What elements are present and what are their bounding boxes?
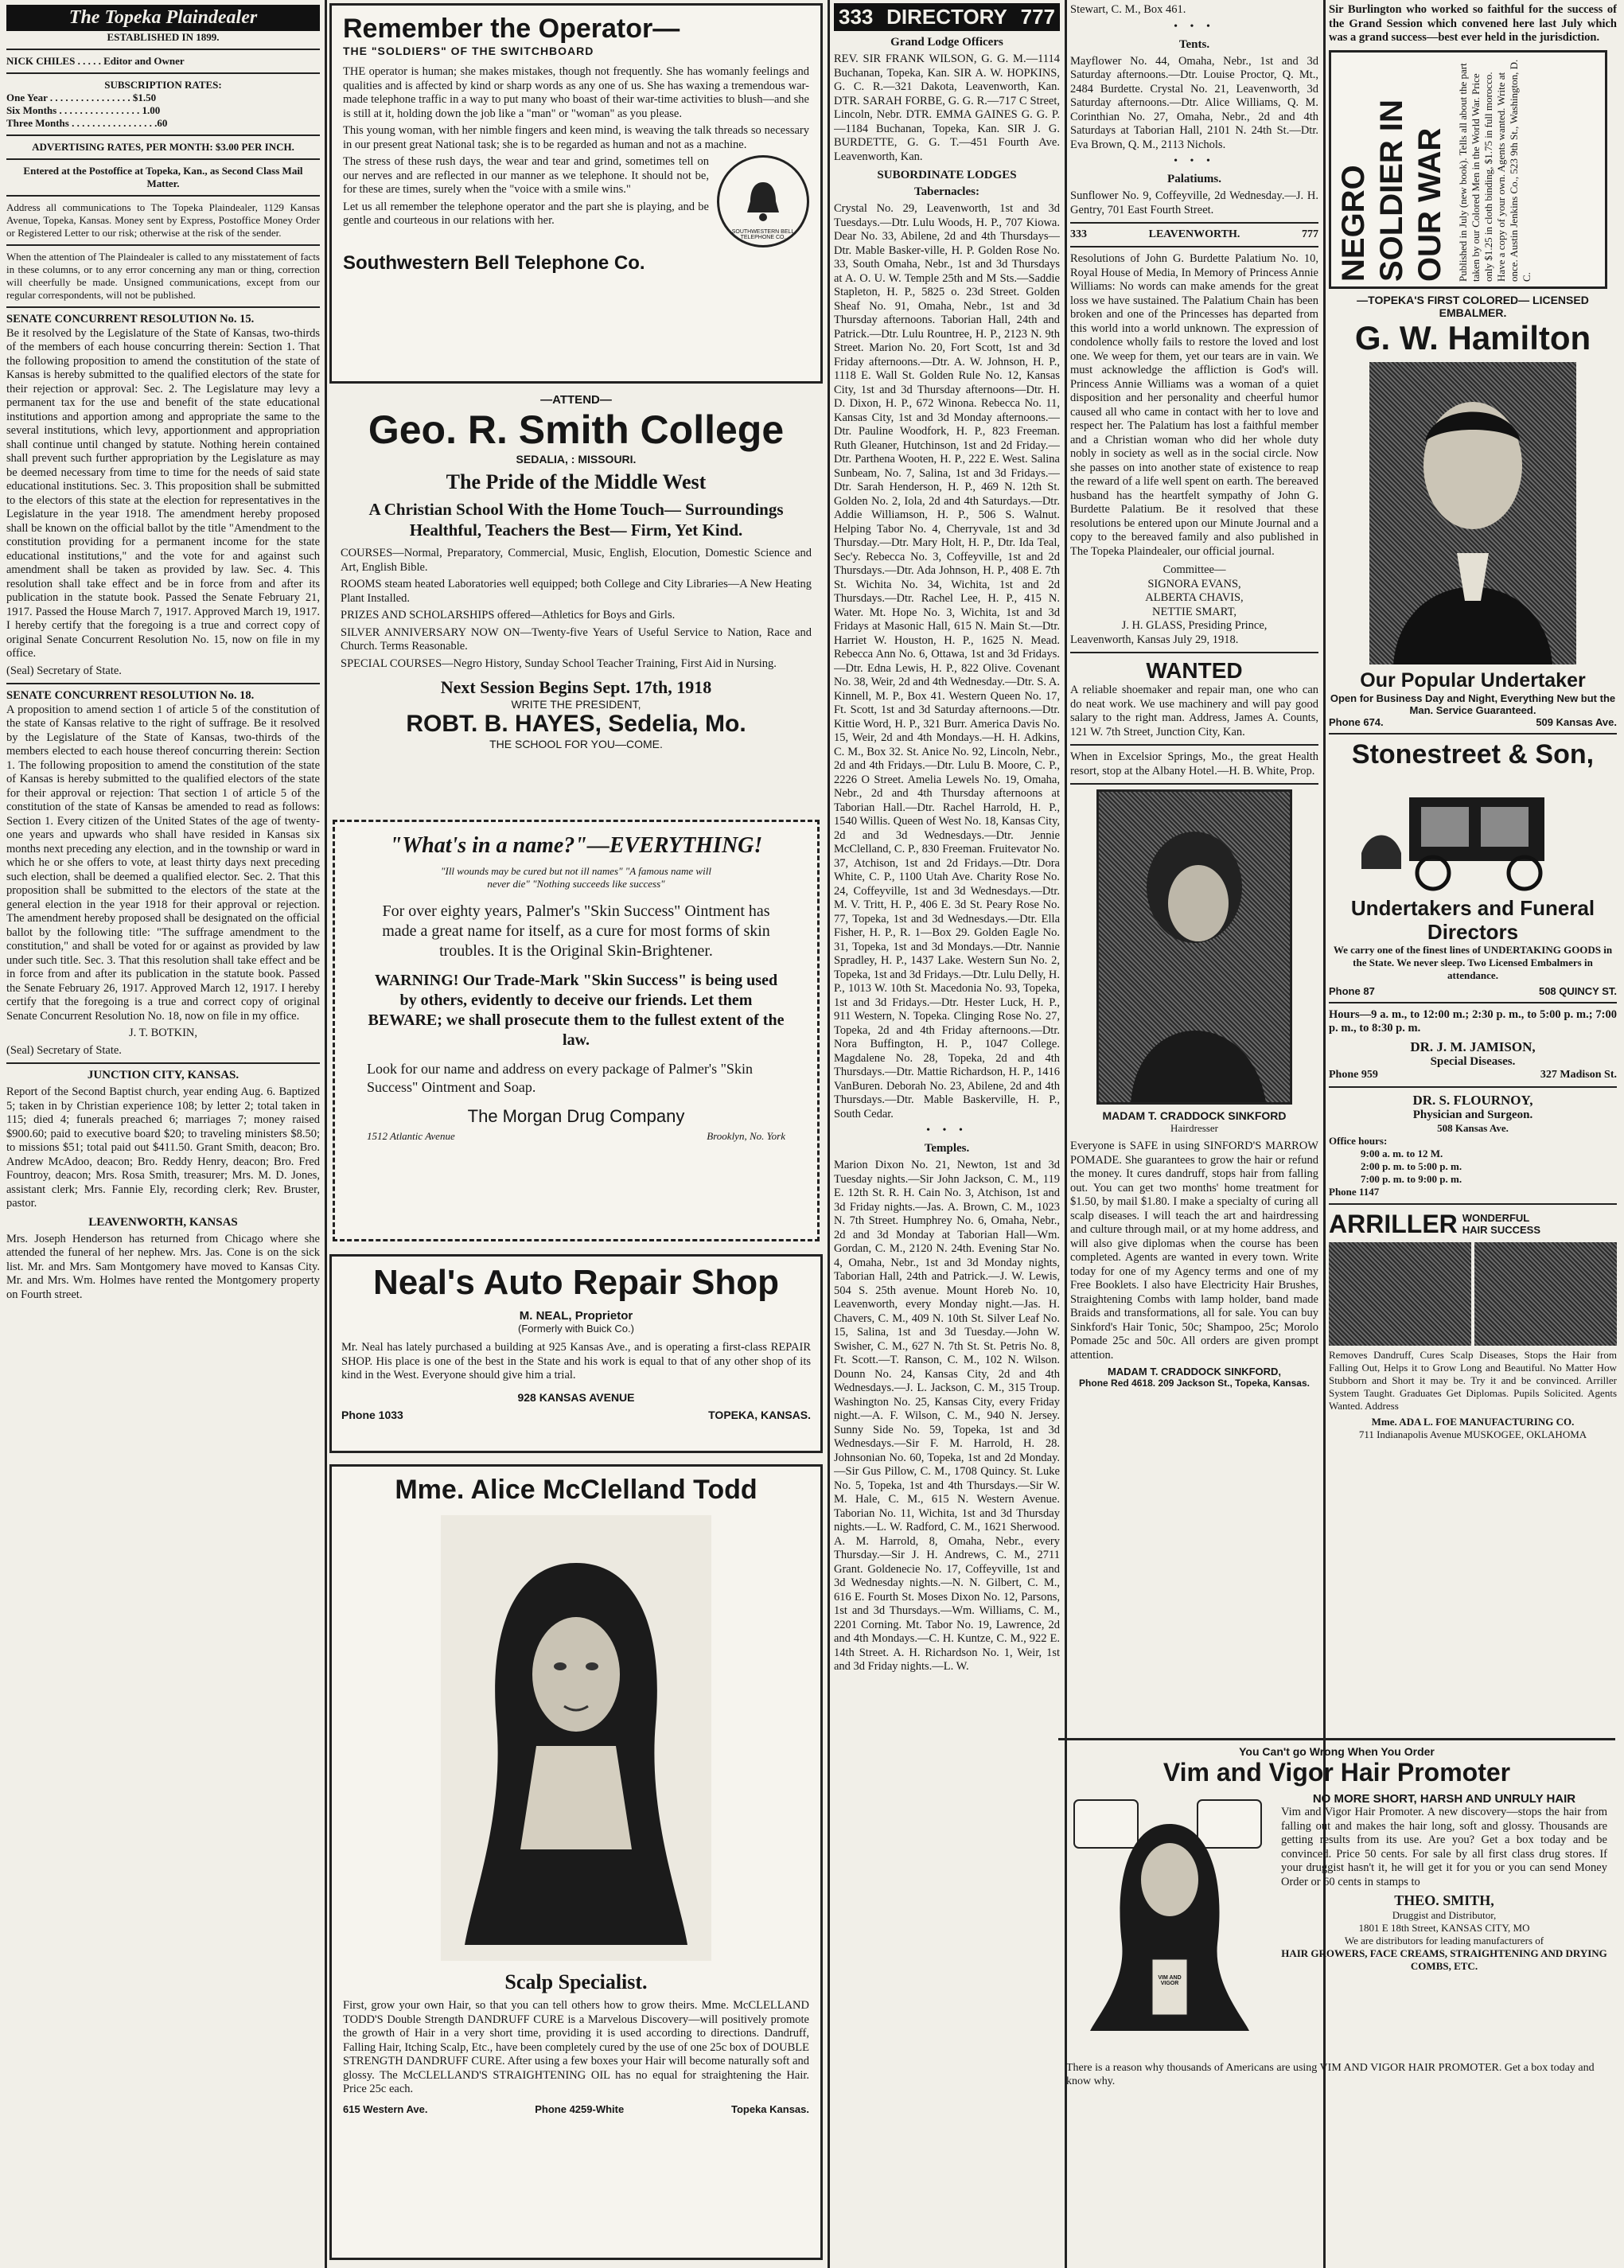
hamilton-ad-title: Our Popular Undertaker	[1360, 668, 1586, 692]
committee-member: SIGNORA EVANS,	[1147, 577, 1241, 590]
operator-paragraph: This young woman, with her nimble fingers and keen mind, is weaving the talk threads so necessary in our present great National task; she is to be regarded as human and not as a machine.	[343, 124, 809, 151]
tents-body: Mayflower No. 44, Omaha, Nebr., 1st and 3d Saturday afternoons.—Dtr. Louise Proctor, Q. Mt., 2484 Burdette. Crystal No. 21, Leavenworth, 3d Saturday afternoons.—Dtr. Alice Williams, Q. M. Corinthian No. 27, Omaha, Nebr., 2d and 4th Saturdays at Taborian Hall, 2101 N. 24th St.—Dtr. Eva Brown, Q. M., 2113 Nichols.	[1070, 54, 1318, 151]
neal-auto-ad	[329, 1254, 823, 1453]
todd-address: 615 Western Ave.	[343, 2102, 428, 2115]
arriller-address: 711 Indianapolis Avenue MUSKOGEE, OKLAHOMA	[1358, 1428, 1587, 1440]
hamilton-phone: Phone 674.	[1329, 715, 1384, 728]
column-2	[329, 0, 823, 2268]
directory-number-right: 777	[1020, 5, 1055, 29]
bell-seal-text: SOUTHWESTERN BELL TELEPHONE CO.	[731, 229, 795, 240]
committee-member: NETTIE SMART,	[1152, 605, 1236, 618]
vim-title: Vim and Vigor Hair Promoter	[1163, 1758, 1511, 1787]
college-city: SEDALIA, : MISSOURI.	[516, 453, 637, 466]
vim-products: HAIR GROWERS, FACE CREAMS, STRAIGHTENING AND DRYING COMBS, ETC.	[1281, 1947, 1607, 1972]
leavenworth-title: LEAVENWORTH, KANSAS	[88, 1215, 238, 1229]
palmer-paragraph: For over eighty years, Palmer's "Skin Success" Ointment has made a great name for itself, as a cure for most forms of skin troubles. It is the Original Skin-Brightener.	[382, 902, 770, 960]
stonestreet-undertakers: Undertakers and Funeral Directors	[1350, 895, 1595, 944]
advertising-rates: ADVERTISING RATES, PER MONTH: $3.00 PER INCH.	[32, 141, 294, 153]
resolution-18-signature: (Seal) Secretary of State.	[6, 1043, 122, 1057]
tents-head: Tents.	[1178, 37, 1210, 51]
sinkford-portrait	[1096, 789, 1292, 1105]
temples-head: Temples.	[924, 1142, 970, 1155]
vim-name: THEO. SMITH,	[1394, 1892, 1494, 1908]
operator-paragraph: Let us all remember the telephone operator and the part she is playing, and be gentle and courteous in our relations with her.	[343, 200, 709, 227]
negro-soldier-title: NEGRO SOLDIER IN OUR WAR	[1336, 99, 1447, 282]
hair-woman-illustration	[1066, 1792, 1273, 2031]
palmer-paragraph: Look for our name and address on every package of Palmer's "Skin Success" Ointment and Soap.	[367, 1061, 753, 1095]
flournoy-address: 508 Kansas Ave.	[1437, 1121, 1509, 1134]
palmer-warning: WARNING! Our Trade-Mark "Skin Success" is being used by others, evidently to deceive our friends. Let them BEWARE; we shall prosecute them to the fullest extent of the law.	[368, 972, 785, 1049]
hearse-illustration	[1353, 774, 1592, 893]
vim-jar-label: VIM AND VIGOR	[1158, 1975, 1182, 1986]
junction-city-body: Report of the Second Baptist church, year ending Aug. 6. Baptized 5; taken in by Christian experience 108; by letter 2; total taken in 115; died 4; funerals preached 6; marriages 7; money raised $900.60; paid to executive board $20; to traveling ministers $8.50; to missions $51; total paid out $411.50. Grant Smith, deacon; Bro. Andrew McAdoo, deacon; Bro. Reddy Henry, deacon; Bro. Fred Fountroy, deacon; Mrs. Rosa Smith, treasurer; Mrs. M. D. Jones, assistant clerk; Mrs. Fannie Ely, recording clerk; Rev. Bruster, pastor.	[6, 1085, 320, 1210]
neal-address: 928 KANSAS AVENUE	[517, 1390, 635, 1404]
directory-number-left: 333	[839, 5, 874, 29]
flournoy-role: Physician and Surgeon.	[1412, 1108, 1533, 1121]
committee-place: Leavenworth, Kansas July 29, 1918.	[1070, 633, 1239, 646]
arriller-title: ARRILLER	[1329, 1209, 1458, 1238]
college-school: THE SCHOOL FOR YOU—COME.	[489, 738, 663, 750]
neal-phone: Phone 1033	[341, 1408, 403, 1421]
committee-member: J. H. GLASS, Presiding Prince,	[1121, 619, 1268, 632]
rate-line: Six Months . . . . . . . . . . . . . . . . 1.00	[6, 104, 161, 116]
committee-head: Committee—	[1163, 563, 1226, 576]
smith-college-ad	[329, 393, 823, 801]
jamison-role: Special Diseases.	[1430, 1054, 1516, 1068]
todd-city: Topeka Kansas.	[730, 2102, 809, 2115]
grand-lodge-body: REV. SIR FRANK WILSON, G. G. M.—1114 Buchanan, Topeka, Kan. SIR A. W. HOPKINS, G. C. R.—321 Dakota, Leavenworth, Kan. DTR. SARAH FORBE, G. G. R.—717 C Street, Lincoln, Nebr. DTR. EMMA GAINES G. G. P.—1184 Buchanan, Topeka, Kan. SIR J. G. BURDETTE, G. G. T.—451 Fourth Ave. Leavenworth, Kan.	[834, 53, 1060, 163]
palmer-company: The Morgan Drug Company	[467, 1106, 685, 1126]
column-1	[6, 0, 320, 2268]
stonestreet-body: We carry one of the finest lines of UNDERTAKING GOODS in the State. We never sleep. Two Licensed Embalmers in attendance.	[1333, 943, 1613, 981]
bell-telephone-ad	[329, 3, 823, 384]
todd-body: First, grow your own Hair, so that you can tell others how to grow theirs. Mme. McCLELLAND TODD'S Double Strength DANDRUFF CURE is a Marvelous Discovery—will positively promote the growth of Hair in a very short time, providing it is used according to directions. Dandruff, Falling Hair, Itching Scalp, Etc., have been completely cured by the use of one 25c box of DOUBLE STRENGTH DANDRUFF CURE. After using a few boxes your Hair will become naturally soft and glossy. The McCLELLAND'S STRAIGHTENING OIL has no equal for straightening the Hair. Price 25c each.	[343, 1999, 809, 2095]
todd-scalp-ad	[329, 1464, 823, 2260]
column-3: 333 DIRECTORY 777 Grand Lodge Officers REV. SIR FRANK WILSON, G. G. M.—1114 Buchanan, Topeka, Kan. SIR A. W. HOPKINS, G. C. R.—321 Dakota, Leavenworth, Kan. DTR. SARAH FORBE, G. G. R.—717 C Street, Lincoln, Nebr. DTR. EMMA GAINES G. G. P.—1184 Buchanan, Topeka, Kan. SIR J. G. BURDETTE, G. G. T.—451 Fourth Ave. Leavenworth, Kan. SUBORDINATE LODGES Tabernacles: Crystal No. 29, Leavenworth, 1st and 3d Tuesdays.—Dtr. Lulu Woods, H. P., 707 Kiowa. Dear No. 33, Abilene, 2d and 4th Thursdays—Dtr. Mable Basker-ville, H. P. Golden Rose No. 33, South Omaha, Nebr., 1st and 3d Thursdays at A. O. U. W. Temple 25th and M Sts.—Saddie Stapleton, H. P., 5825 o. 23d Street. Golden Sheaf No. 91, Omaha, Nebr., 1st and 3d Thursday afternoons. Taborian Hall, 24th and Patrick.—Dtr. Lulu Rountree, H. P., 2123 N. 9th Street. Marion No. 20, Fort Scott, 1st and 3d Friday afternoons.—Dtr. A. W. Johnson, H. P., 1118 E. Wall St. Golden Rule No. 12, Kansas City, 1st and 3d Thursday afternoons—Dtr. H. D. Dixon, H. P., 672 Winona. Rebecca No. 11, Kansas City, 1st and 3d Monday afternoons.—Dtr. Pauline Woodfork, H. P., 823 Freeman. Ruth Gleaner, Hutchinson, 1st and 2d Friday.—Dtr. Parthena Wooten, H. P., 222 E. West. Salina Sunbeam, No. 7, Salina, 1st and 3d Fridays.—Dtr. Sarah Henderson, H. P., 469 N. 12th St. Golden No. 2, Iola, 2d and 4th Saturdays.—Dtr. Addie Williamson, H. P., 506 S. Walnut. Helping Tabor No. 4, Cherryvale, 1st and 3d Thursday.—Dtr. Mary Holt, H. P., Dtr. Ida Teal, Sec'y. Rebecca No. 3, Coffeyville, 1st and 2d Thursdays.—Dtr. Ada Johnson, H. P., 408 E. 7th St. Wichita No. 34, Wichita, 1st and 2d Thursdays.—Dtr. Rachel Lee, H. P., 415 N. Water. Mt. Hope No. 3, Wichita, 1st and 3d Fridays at Masonic Hall, 615 N. Main St.—Dtr. Harriet W. Houston, H. P., 1625 N. Mead. Rebecca Ann No. 6, Ottawa, 1st and 3d Fridays.—Dtr. Edna Lewis, H. P., 822 Olive. Covenant No. 38, Weir, 2d and 4th Wednesday.—Dtr. S. A. Kinnell, M. P., Box 41. Western Queen No. 17, Ft. Scott, 1st and 3d Saturday afternoons.—Dtr. Kittie Word, H. P., 321 Burr. America Davis No. 15, Weir, 2d and 4th Mondays.—H. H. Adkins, C. M., Box 32. St. Anice No. 92, Lincoln, Nebr., 2d and 4th Fridays.—Dtr. Lulu B. Moore, C. P., 2226 O Street. Amelia Lewels No. 19, Omaha, Nebr., 2d and 4th Thursday afternoons at Taborian Hall.—Dtr. Rachel Harrold, H. P., 1540 Willis. Queen of West No. 18, Kansas City, 2d and 3d Wednesdays.—Dtr. Jennie McClelland, C. P., 830 Freeman. Fruitevator No. 37, Atchison, 1st and 2d Fridays.—Dtr. Dora White, C. P., 1100 Utah Ave. Charity Rose No. 24, Coffeyville, 1st and 3d Wednesdays.—Dtr. M. V. Tritt, H. P., 406 E. 3d St. Peary Rose No. 77, Topeka, 1st and 3d Wednesdays.—Dtr. Ella Fisher, H. P., R. 1—Box 29. Golden Eagle No. 31, Topeka, 1st and 3d Mondays.—Dtr. Nannie Spradley, H. P., 1437 Lake. Western Sun No. 2, Topeka, 1st and 3d Fridays.—Dtr. Lulu Delly, H. P., 1013 W. 10th St. Macedonia No. 93, Topeka, 1st and 3d Fridays.—Dtr. Hester Luck, H. P., 911 Western, N. Topeka. Clinging Rose No. 27, Topeka, 2d and 4th Friday afternoons.—Dtr. Nora Buffington, H. P., 1047 College. Magdalene No. 28, Topeka, 2d and 4th Thursdays.—Dtr. Mattie Richardson, H. P., 1416 VanBuren. Deborah No. 23, Abilene, 2d and 4th Thursdays.—Dtr. Mable Baskerville, H. P., South Cedar. • • • Temples. Marion Dixon No. 21, Newton, 1st and 3d Tuesday nights.—Sir John Jackson, C. M., 119 E. 12th St. R. H. Cain No. 3, Atchison, 1st and 3d Friday nights.—Jas. A. Brown, C. M., 1023 N. 7th Street. Humphrey No. 6, Omaha, Nebr., 2d and 3d Monday at Taborian Hall—Wm. Gordan, C. M., 2120 N. 24th. Evening Star No. 4, Omaha, Nebr., 1st and 3d Monday nights, Taborian Hall, 24th and Patrick.—J. W. Lewis, 504 S. 25th avenue. Mount Horeb No. 10, Leavenworth, every Monday night.—Jas. H. Chavers, C. M., 409 N. 10th St. Silver Leaf No. 15, Salina, 1st and 3d Tuesday.—John W. Swisher, C. M., 627 N. 7th St. St. Petris No. 8, Ft. Scott.—T. Ranson, C. M., 102 N. Wilson. Dounn No. 24, Kansas City, 2d and 4th Wednesdays.—J. L. Jackson, C. M., 315 Troup. Washington No. 25, Kansas City, every Friday night.—A. F. Wilson, C. M., 940 N. Jersey. Sunny Side No. 59, Topeka, 1st and 3d Wednesdays.—Sir F. M. Harrold, H. 28. Johnsonian No. 60, Topeka, 1st and 2d Monday.—Sir Gus Pillow, C. M., 1708 Quincy. St. Luke No. 5, Topeka, 1st and 4th Thursdays.—Sir W. M. Hale, C. M., 615 N. Western Avenue. Taborian No. 11, Wichita, 1st and 3d Thursday nights.—L. W. Radford, C. M., 1621 Sherwood. A. M. Harrold, 8, Omaha, Nebr., every Thursday.—Sir J. H. Andrews, C. M., 2711 Grant. Goldenecie No. 17, Coffeyville, 1st and 3d Wednesday nights.—N. N. Gilbert, C. M., 616 E. Fourth St. Moses Dixon No. 12, Parsons, 1st and 3d Thursdays.—Wm. Williams, C. M., 2201 Corning. Mt. Tabor No. 19, Lawrence, 2d and 4th Mondays.—C. H. Kuntze, C. M., 922 E. 14th Street. A. H. Richardson No. 1, Weir, 1st and 3d Friday nights.—L. W.	[834, 5, 1060, 1673]
resolution-15-body: Be it resolved by the Legislature of the State of Kansas, two-thirds of the members of each house concurring therein: Section 1. That the following proposition to amend the constitution of the state of Kansas is hereby submitted to the qualified electors of the state for their rejection or approval: Sec. 2. The Legislature may levy a permanent tax for the use and benefit of the state educational institutions and apportion among and appropriate the same to the several institutions, which levy, apportionment and appropriation shall continue until changed by statute. Nothing herein contained shall prevent such further appropriation by the Legislature as may be deemed necessary from time to time for the needs of said state educational institutions. Sec. 3. This proposition shall be submitted to the electors of this state at the election for representatives in the Legislature in the year 1918. The amendment hereby proposed shall be known on the official ballot by the title "Amendment to the constitution providing for a permanent income for the state educational institutions," and the vote for and against such amendment shall be taken as provided by law. Sec. 4. This resolution shall take effect and be in force from and after its publication in the statute book. Passed the Senate February 21, 1917. Passed the House March 7, 1917. Approved March 19, 1917. I hereby certify that the foregoing is a true and correct copy of original Senate Concurrent Resolution No. 15, now on file in my office.	[6, 326, 320, 660]
neal-former: (Formerly with Buick Co.)	[518, 1323, 634, 1335]
operator-subtitle: THE "SOLDIERS" OF THE SWITCHBOARD	[343, 45, 594, 57]
vim-role: Druggist and Distributor,	[1392, 1909, 1497, 1921]
bell-icon	[739, 177, 787, 225]
college-courses: COURSES—Normal, Preparatory, Commercial, Music, English, Elocution, Domestic Science and Art, English Bible.	[341, 547, 812, 574]
vim-footer: There is a reason why thousands of Americans are using VIM AND VIGOR HAIR PROMOTER. Get a box today and know why.	[1066, 2062, 1595, 2087]
vim-vigor-ad	[1058, 1738, 1615, 2056]
resolution-15-title: SENATE CONCURRENT RESOLUTION No. 15.	[6, 313, 255, 325]
neal-title: Neal's Auto Repair Shop	[372, 1263, 780, 1302]
neal-proprietor: M. NEAL, Proprietor	[519, 1309, 633, 1323]
subscription-head: SUBSCRIPTION RATES:	[104, 79, 222, 91]
rate-line: One Year . . . . . . . . . . . . . . . . $1.50	[6, 92, 157, 103]
flournoy-hours: 7:00 p. m. to 9:00 p. m.	[1361, 1172, 1462, 1185]
grand-lodge-head: Grand Lodge Officers	[890, 36, 1003, 49]
rate-line: Three Months . . . . . . . . . . . . . . . . .60	[6, 117, 168, 129]
attention-note: When the attention of The Plaindealer is called to any misstatement of facts in these columns, or to any error concerning any man or thing, correction will cheerfully be made. Unsigned communications, except from our regular correspondents, will not be published.	[6, 251, 320, 301]
arriller-photo-right	[1474, 1242, 1617, 1346]
palmer-city: Brooklyn, No. York	[707, 1130, 785, 1142]
vim-address: 1801 E 18th Street, KANSAS CITY, MO	[1358, 1922, 1530, 1934]
sinkford-address: Phone Red 4618. 209 Jackson St., Topeka, Kansas.	[1079, 1378, 1310, 1389]
college-rooms: ROOMS steam heated Laboratories well equipped; both College and City Libraries—A New Heating Plant Installed.	[341, 578, 812, 605]
stonestreet-phone: Phone 87	[1329, 984, 1375, 997]
neal-body: Mr. Neal has lately purchased a building at 925 Kansas Ave., and is operating a first-class REPAIR SHOP. His place is one of the best in the State and his work is equal to that of any other shop of its kind in the West. Everyone should give him a trial.	[341, 1341, 811, 1381]
vim-subtitle: NO MORE SHORT, HARSH AND UNRULY HAIR	[1312, 1792, 1576, 1806]
address-note: Address all communications to The Topeka Plaindealer, 1129 Kansas Avenue, Topeka, Kansas. Money sent by Express, Postoffice Money Order or Registered Letter to our risk; otherwise at the risk of the sender.	[6, 201, 320, 239]
stonestreet-title: Stonestreet & Son,	[1351, 738, 1595, 770]
established: ESTABLISHED IN 1899.	[107, 31, 220, 43]
bell-company: Southwestern Bell Telephone Co.	[343, 252, 645, 274]
flournoy-phone: Phone 1147	[1329, 1185, 1380, 1198]
jamison-address: 327 Madison St.	[1540, 1068, 1617, 1081]
top-fragment: Sir Burlington who worked so faithful for the success of the Grand Session which convened here last July which was a grand success—best ever held in the jurisdiction.	[1329, 3, 1617, 44]
hamilton-address: 509 Kansas Ave.	[1536, 715, 1617, 728]
entered-note: Entered at the Postoffice at Topeka, Kan., as Second Class Mail Matter.	[23, 165, 303, 189]
wanted-body: A reliable shoemaker and repair man, one who can do neat work. We use machinery and will pay good salary to the right man. Address, James A. Counts, 121 W. 7th Street, Junction City, Kan.	[1070, 684, 1318, 738]
committee-member: ALBERTA CHAVIS,	[1145, 591, 1244, 604]
excelsior-note: When in Excelsior Springs, Mo., the great Health resort, stop at the Albany Hotel.—H. B. White, Prop.	[1070, 750, 1318, 777]
portrait-illustration	[1099, 792, 1290, 1102]
sinkford-body: Everyone is SAFE in using SINFORD'S MARROW POMADE. She guarantees to grow the hair or refund the money. It cures dandruff, stops hair from falling out. You can get two months' home treatment for $1.50, by mail $1.80. I make a specialty of curing all scalp diseases. I will teach the art and hairdressing and culture through mail, or at my home address, and will also give diplomas when the course has been completed. Agents are wanted in every town. Write today for one of my Agency terms and one of my Free Booklets. I also have Electricity Hair Brushes, Straightening Combs with lamp holder, band made Braids and transformations, all for sale. You can buy Sinkford's Hair Tonic, 50c; Shampoo, 25c; Morolo Pomade 25c and 50c. All orders are given prompt attention.	[1070, 1140, 1318, 1362]
vim-illustration	[1066, 1792, 1273, 2031]
negro-soldier-ad	[1329, 50, 1607, 289]
hamilton-name: G. W. Hamilton	[1354, 318, 1591, 357]
college-pride: The Pride of the Middle West	[446, 470, 707, 493]
vim-top: You Can't go Wrong When You Order	[1239, 1745, 1435, 1758]
palmer-headline: "What's in a name?"—EVERYTHING!	[389, 833, 763, 858]
vim-manufacturers: We are distributors for leading manufacturers of	[1344, 1935, 1544, 1947]
subordinate-lodges-head: SUBORDINATE LODGES	[877, 169, 1017, 181]
editor-line: NICK CHILES . . . . . Editor and Owner	[6, 55, 185, 67]
resolutions-body: Resolutions of John G. Burdette Palatium No. 10, Royal House of Media, In Memory of Princess Annie Williams: No words can make amends for the great loss we have sustained. The Palatium Chain has been broken and one of the Princesses has departed from this world into a world unknown. The expression of condolence wholly fails to restore the loved and lost one. We weep for them, yet our tears are in vain. We must acknowledge the affliction is God's will. Princess Annie Williams was a woman of a quiet disposition and her personality and cheerful humor caused all who came in contact with her to love and respect her. The Palatium has lost a faithful member and a Christian woman who did her whole duty nobly in society as well as in the social circle. Now she passes on into another state of existence to reap the reward of a life well spent on earth. The bereaved husband has the heartfelt sympathy of John G. Burdette Palatium. Be it resolved that these resolutions be entered upon our Minute Journal and a copy to the bereaved family and also published in The Topeka Plaindealer, our official journal.	[1070, 252, 1318, 558]
college-president: ROBT. B. HAYES, Sedelia, Mo.	[406, 711, 746, 737]
todd-phone: Phone 4259-White	[535, 2102, 625, 2115]
office-hours: Hours—9 a. m., to 12:00 m.; 2:30 p. m., to 5:00 p. m.; 7:00 p. m., to 8:30 p. m.	[1329, 1007, 1617, 1035]
stonestreet-address: 508 QUINCY ST.	[1538, 984, 1617, 997]
sinkford-signature: MADAM T. CRADDOCK SINKFORD,	[1107, 1366, 1282, 1378]
continued-line: Stewart, C. M., Box 461.	[1070, 3, 1186, 16]
college-write: WRITE THE PRESIDENT,	[511, 698, 641, 711]
negro-soldier-blurb: Published in July (new book). Tells all about the part taken by our Colored Men in the World War. Price only $1.25 in cloth binding, $1.75 in full morocco. Have a copy of your own. Agents wanted. Write at once. Austin Jenkins Co., 523 9th St., Washington, D. C.	[1457, 59, 1532, 282]
resolution-18-title: SENATE CONCURRENT RESOLUTION No. 18.	[6, 689, 255, 702]
hamilton-portrait	[1369, 362, 1576, 664]
jamison-name: DR. J. M. JAMISON,	[1410, 1039, 1536, 1054]
todd-title: Mme. Alice McClelland Todd	[395, 1475, 757, 1505]
leavenworth-number-right: 777	[1302, 228, 1318, 240]
sinkford-caption: MADAM T. CRADDOCK SINKFORD	[1102, 1109, 1287, 1122]
palmer-skin-success-ad	[333, 820, 820, 1241]
flournoy-name: DR. S. FLOURNOY,	[1412, 1092, 1533, 1108]
leavenworth-header	[1070, 228, 1318, 241]
resolution-15-signature: (Seal) Secretary of State.	[6, 664, 122, 677]
palmer-address: 1512 Atlantic Avenue	[367, 1130, 455, 1142]
resolution-18-signer: J. T. BOTKIN,	[128, 1027, 198, 1039]
arriller-subtitle: WONDERFUL HAIR SUCCESS	[1462, 1212, 1541, 1236]
hamilton-ad-body: Open for Business Day and Night, Everything New but the Man. Service Guaranteed.	[1330, 692, 1616, 716]
college-special: SPECIAL COURSES—Negro History, Sunday School Teacher Training, First Aid in Nursing.	[341, 657, 777, 670]
jamison-phone: Phone 959	[1329, 1068, 1378, 1081]
leavenworth-title: LEAVENWORTH.	[1148, 228, 1240, 240]
college-attend: —ATTEND—	[540, 393, 612, 407]
resolution-18-body: A proposition to amend section 1 of article 5 of the constitution of the state of Kansas relative to the right of suffrage. Be it resolved by the Legislature of the State of Kansas, two-thirds of the members elected to each house thereof concurring therein: Section 1. The following proposition to amend the constitution of the state of Kansas is hereby submitted to the qualified electors of the state for their approval or rejection: That section 1 of article 5 of the constitution of the state of Kansas be amended to read as follows: Section 1. Every citizen of the United States of the age of twenty-one years and upwards who shall have resided in Kansas six months next preceding any election, and in the township or ward in which he or she offers to vote, at least thirty days next preceding such election, shall be deemed a qualified elector. Sec. 2. That this proposition shall be submitted to the electors of the state at the general election in the year 1918 for their approval or rejection. The amendment hereby proposed shall be designated on the official ballot by the following title: "The suffrage amendment to the constitution," and shall be voted for or against as provided by law under such title. Sec. 3. That this resolution shall take effect and be in force from and after its publication in the statute book. Passed the Senate February 26, 1917. Approved March 12, 1917. I hereby certify that the foregoing is a true and correct copy of original Senate Concurrent Resolution No. 18, now on file in my office.	[6, 703, 320, 1023]
flournoy-hours: 9:00 a. m. to 12 M.	[1361, 1147, 1443, 1159]
masthead: The Topeka Plaindealer	[6, 5, 320, 31]
vim-body: Vim and Vigor Hair Promoter. A new discovery—stops the hair from falling out and makes the hair long, soft and glossy. Thousands are getting results from its use. Are you? Get a box today and be convinced. Price 50 cents. For sale by all first class drug stores. If your druggist hasn't it, he will get it for you or you can send Money Order or 60 cents in stamps to	[1281, 1806, 1607, 1888]
college-name: Geo. R. Smith College	[368, 407, 785, 452]
college-silver: SILVER ANNIVERSARY NOW ON—Twenty-five Years of Useful Service to Nation, Race and Church. Terms Reasonable.	[341, 625, 812, 653]
temples-body: Marion Dixon No. 21, Newton, 1st and 3d Tuesday nights.—Sir John Jackson, C. M., 119 E. 12th St. R. H. Cain No. 3, Atchison, 1st and 3d Friday nights.—Jas. A. Brown, C. M., 1023 N. 7th Street. Humphrey No. 6, Omaha, Nebr., 2d and 3d Monday at Taborian Hall—Wm. Gordan, C. M., 2120 N. 24th. Evening Star No. 4, Omaha, Nebr., 1st and 3d Monday nights, Taborian Hall, 24th and Patrick.—J. W. Lewis, 504 S. 25th avenue. Mount Horeb No. 10, Leavenworth, every Monday night.—Jas. H. Chavers, C. M., 409 N. 10th St. Silver Leaf No. 15, Salina, 1st and 3d Tuesday.—John W. Swisher, C. M., 627 N. 7th St. St. Petris No. 8, Ft. Scott.—T. Ranson, C. M., 102 N. Wilson. Dounn No. 24, Kansas City, 2d and 4th Wednesdays.—J. L. Jackson, C. M., 315 Troup. Washington No. 25, Kansas City, every Friday night.—A. F. Wilson, C. M., 940 N. Jersey. Sunny Side No. 59, Topeka, 1st and 3d Wednesdays.—Sir F. M. Harrold, H. 28. Johnsonian No. 60, Topeka, 1st and 2d Monday.—Sir Gus Pillow, C. M., 1708 Quincy. St. Luke No. 5, Topeka, 1st and 4th Thursdays.—Sir W. M. Hale, C. M., 615 N. Western Avenue. Taborian No. 11, Wichita, 1st and 3d Thursday nights.—L. W. Radford, C. M., 1621 Sherwood. A. M. Harrold, 8, Omaha, Nebr., every Thursday.—Sir J. H. Andrews, C. M., 2711 Grant. Goldenecie No. 17, Coffeyville, 1st and 3d Wednesday nights.—N. N. Gilbert, C. M., 616 E. Fourth St. Moses Dixon No. 12, Parsons, 1st and 3d Thursdays.—Wm. Williams, C. M., 2201 Corning. Mt. Tabor No. 19, Lawrence, 2d and 4th Mondays.—C. H. Kuntze, C. M., 922 E. 14th Street. A. H. Richardson No. 1, Weir, 1st and 3d Friday nights.—L. W.	[834, 1159, 1060, 1673]
palatiums-head: Palatiums.	[1167, 173, 1221, 185]
portrait-illustration	[1369, 362, 1576, 664]
neal-city: TOPEKA, KANSAS.	[708, 1408, 811, 1421]
flournoy-hours: 2:00 p. m. to 5:00 p. m.	[1361, 1159, 1462, 1172]
tabernacles-body: Crystal No. 29, Leavenworth, 1st and 3d Tuesdays.—Dtr. Lulu Woods, H. P., 707 Kiowa. Dear No. 33, Abilene, 2d and 4th Thursdays—Dtr. Mable Basker-ville, H. P. Golden Rose No. 33, South Omaha, Nebr., 1st and 3d Thursdays at A. O. U. W. Temple 25th and M Sts.—Saddie Stapleton, H. P., 5825 o. 23d Street. Golden Sheaf No. 91, Omaha, Nebr., 1st and 3d Thursday afternoons. Taborian Hall, 24th and Patrick.—Dtr. Lulu Rountree, H. P., 2123 N. 9th Street. Marion No. 20, Fort Scott, 1st and 3d Friday afternoons.—Dtr. A. W. Johnson, H. P., 1118 E. Wall St. Golden Rule No. 12, Kansas City, 1st and 3d Thursday afternoons—Dtr. H. D. Dixon, H. P., 672 Winona. Rebecca No. 11, Kansas City, 1st and 3d Monday afternoons.—Dtr. Pauline Woodfork, H. P., 823 Freeman. Ruth Gleaner, Hutchinson, 1st and 2d Friday.—Dtr. Parthena Wooten, H. P., 222 E. West. Salina Sunbeam, No. 7, Salina, 1st and 3d Fridays.—Dtr. Sarah Henderson, H. P., 469 N. 12th St. Golden No. 2, Iola, 2d and 4th Saturdays.—Dtr. Addie Williamson, H. P., 506 S. Walnut. Helping Tabor No. 4, Cherryvale, 1st and 3d Thursday.—Dtr. Mary Holt, H. P., Dtr. Ida Teal, Sec'y. Rebecca No. 3, Coffeyville, 1st and 2d Thursdays.—Dtr. Ada Johnson, H. P., 408 E. 7th St. Wichita No. 34, Wichita, 1st and 2d Thursdays.—Dtr. Rachel Lee, H. P., 415 N. Water. Mt. Hope No. 3, Wichita, 1st and 3d Fridays at Masonic Hall, 615 N. Main St.—Dtr. Harriet W. Houston, H. P., 1625 N. Mead. Rebecca Ann No. 6, Ottawa, 1st and 3d Fridays.—Dtr. Edna Lewis, H. P., 822 Olive. Covenant No. 38, Weir, 2d and 4th Wednesday.—Dtr. S. A. Kinnell, M. P., Box 41. Western Queen No. 17, Ft. Scott, 1st and 3d Saturday afternoons.—Dtr. Kittie Word, H. P., 321 Burr. America Davis No. 15, Weir, 2d and 4th Mondays.—H. H. Adkins, C. M., Box 32. St. Anice No. 92, Lincoln, Nebr., 2d and 4th Fridays.—Dtr. Lulu B. Moore, C. P., 2226 O Street. Amelia Lewels No. 19, Omaha, Nebr., 2d and 4th Thursday afternoons at Taborian Hall.—Dtr. Rachel Harrold, H. P., 1540 Willis. Queen of West No. 18, Kansas City, 2d and 3d Wednesdays.—Dtr. Jennie McClelland, C. P., 830 Freeman. Fruitevator No. 37, Atchison, 1st and 2d Fridays.—Dtr. Dora White, C. P., 1100 Utah Ave. Charity Rose No. 24, Coffeyville, 1st and 3d Wednesdays.—Dtr. M. V. Tritt, H. P., 406 E. 3d St. Peary Rose No. 77, Topeka, 1st and 3d Wednesdays.—Dtr. Ella Fisher, H. P., R. 1—Box 29. Golden Eagle No. 31, Topeka, 1st and 3d Mondays.—Dtr. Nannie Spradley, H. P., 1437 Lake. Western Sun No. 2, Topeka, 1st and 3d Fridays.—Dtr. Lulu Delly, H. P., 1013 W. 10th St. Macedonia No. 93, Topeka, 1st and 3d Fridays.—Dtr. Hester Luck, H. P., 911 Western, N. Topeka. Clinging Rose No. 27, Topeka, 2d and 4th Friday afternoons.—Dtr. Nora Buffington, H. P., 1047 College. Magdalene No. 28, Topeka, 2d and 4th Thursdays.—Dtr. Mattie Richardson, H. P., 1416 VanBuren. Deborah No. 23, Abilene, 2d and 4th Thursdays.—Dtr. Mable Baskerville, H. P., South Cedar.	[834, 202, 1060, 1120]
flournoy-hours: Office hours:	[1329, 1134, 1388, 1147]
palmer-quotes: "Ill wounds may be cured but not ill names" "A famous name will never die" "Nothing succeeds like success"	[441, 865, 711, 890]
operator-title: Remember the Operator—	[343, 14, 680, 44]
junction-city-title: JUNCTION CITY, KANSAS.	[87, 1069, 240, 1081]
wanted-title: WANTED	[1146, 658, 1243, 683]
bell-logo	[717, 155, 809, 247]
column-rule	[325, 0, 327, 2268]
leavenworth-body: Mrs. Joseph Henderson has returned from Chicago where she attended the funeral of her nephew. Mrs. Jas. Cone is on the sick list. Mr. and Mrs. Sam Montgomery have moved to Kansas City. Mr. and Mrs. Wm. Holmes have rented the Montgomery property on Fourth street.	[6, 1232, 320, 1301]
arriller-body: Removes Dandruff, Cures Scalp Diseases, Stops the Hair from Falling Out, Helps it to Grow Long and Beautiful. No Matter How Stubborn and Short it may be. Try it and be convinced. Arriller System Taught. Graduates Get Diplomas. Pupils Solicited. Agents Wanted. Address	[1329, 1348, 1617, 1412]
directory-title: DIRECTORY	[886, 5, 1007, 29]
hamilton-head: —TOPEKA'S FIRST COLORED— LICENSED EMBALMER.	[1357, 293, 1589, 319]
todd-portrait	[441, 1515, 711, 1961]
tabernacles-head: Tabernacles:	[914, 185, 979, 198]
college-prizes: PRIZES AND SCHOLARSHIPS offered—Athletics for Boys and Girls.	[341, 609, 676, 622]
todd-subtitle: Scalp Specialist.	[504, 1970, 648, 1993]
sinkford-role: Hairdresser	[1170, 1122, 1218, 1134]
portrait-illustration	[441, 1515, 711, 1961]
column-4: Stewart, C. M., Box 461. • • • Tents. Mayflower No. 44, Omaha, Nebr., 1st and 3d Saturday afternoons.—Dtr. Louise Proctor, Q. Mt., 2484 Burdette. Crystal No. 21, Leavenworth, 3d Saturday afternoons.—Dtr. Alice Williams, Q. M. Corinthian No. 27, Omaha, Nebr., 2d and 4th Saturdays at Taborian Hall, 2101 N. 24th St.—Dtr. Eva Brown, Q. M., 2113 Nichols. • • • Palatiums. Sunflower No. 9, Coffeyville, 2d Wednesday.—J. H. Gentry, 701 East Fourth Street. 333 LEAVENWORTH. 777 Resolutions of John G. Burdette Palatium No. 10, Royal House of Media, In Memory of Princess Annie Williams: No words can make amends for the great loss we have sustained. The Palatium Chain has been broken and one of the Princesses has departed from this world into a world unknown. The expression of condolence wholly fails to restore the loved and lost one. We weep for them, yet our tears are in vain. We must acknowledge the affliction is God's will. Princess Annie Williams was a woman of a quiet disposition and her personality and cheerful humor caused all who came in contact with her to love and respect her. The Palatium has lost a faithful member and a Christian woman who did her whole duty nobly in society as well as in the social circle. Now she passes on into another state of existence to reap the reward of a life well spent on earth. The bereaved husband has the heartfelt sympathy of John G. Burdette Palatium. Be it resolved that these resolutions be entered upon our Minute Journal and a copy to the bereaved family and also published in The Topeka Plaindealer, our official journal. Committee— SIGNORA EVANS, ALBERTA CHAVIS, NETTIE SMART, J. H. GLASS, Presiding Prince, Leavenworth, Kansas July 29, 1918. WANTED A reliable shoemaker and repair man, one who can do neat work. We use machinery and will pay good salary to the right man. Address, James A. Counts, 121 W. 7th Street, Junction City, Kan. When in Excelsior Springs, Mo., the great Health resort, stop at the Albany Hotel.—H. B. White, Prop. MADAM T. CRADDOCK SINKFORD Hairdresser Everyone is SAFE in using SINFORD'S MARROW POMADE. She guarantees to grow the hair or refund the money. It cures dandruff, stops hair from falling out. You can get two months' home treatment for $1.50, by mail $1.80. I make a specialty of curing all scalp diseases. I will teach the art and hairdressing and culture through mail, or at my home address, and will also give diplomas when the course has been completed. Agents are wanted in every town. Write today for one of my Agency terms and one of my Free Booklets. I also have Electricity Hair Brushes, Straightening Combs with lamp holder, band made Braids and transformations, all for sale. You can buy Sinkford's Hair Tonic, 50c; Shampoo, 25c; Morolo Pomade 25c and 50c. All orders are given prompt attention. MADAM T. CRADDOCK SINKFORD, Phone Red 4618. 209 Jackson St., Topeka, Kansas.	[1070, 3, 1318, 1389]
operator-paragraph: The stress of these rush days, the wear and tear and grind, sometimes tell on our nerves and are reflected in our manner as we telephone. It should not be, for these are times, surely when the "voice with a smile wins."	[343, 155, 709, 196]
college-session: Next Session Begins Sept. 17th, 1918	[440, 677, 712, 697]
palatiums-body: Sunflower No. 9, Coffeyville, 2d Wednesday.—J. H. Gentry, 701 East Fourth Street.	[1070, 189, 1318, 216]
college-tagline: A Christian School With the Home Touch— Surroundings Healthful, Teachers the Best— Firm, Yet Kind.	[368, 500, 784, 540]
operator-paragraph: THE operator is human; she makes mistakes, though not frequently. She has womanly feelings and qualities and is affected by kind or sharp words as any one of us. She has waxing a tremendous war-made telephone traffic in a way to put many who boast of their war-time activities to blush—and she is still at it, holding down the job like a "man" or "woman" as you please.	[343, 65, 809, 120]
arriller-photo-left	[1329, 1242, 1471, 1346]
directory-header	[834, 3, 1060, 31]
arriller-company: Mme. ADA L. FOE MANUFACTURING CO.	[1371, 1415, 1575, 1428]
column-rule	[828, 0, 830, 2268]
leavenworth-number-left: 333	[1070, 228, 1087, 240]
